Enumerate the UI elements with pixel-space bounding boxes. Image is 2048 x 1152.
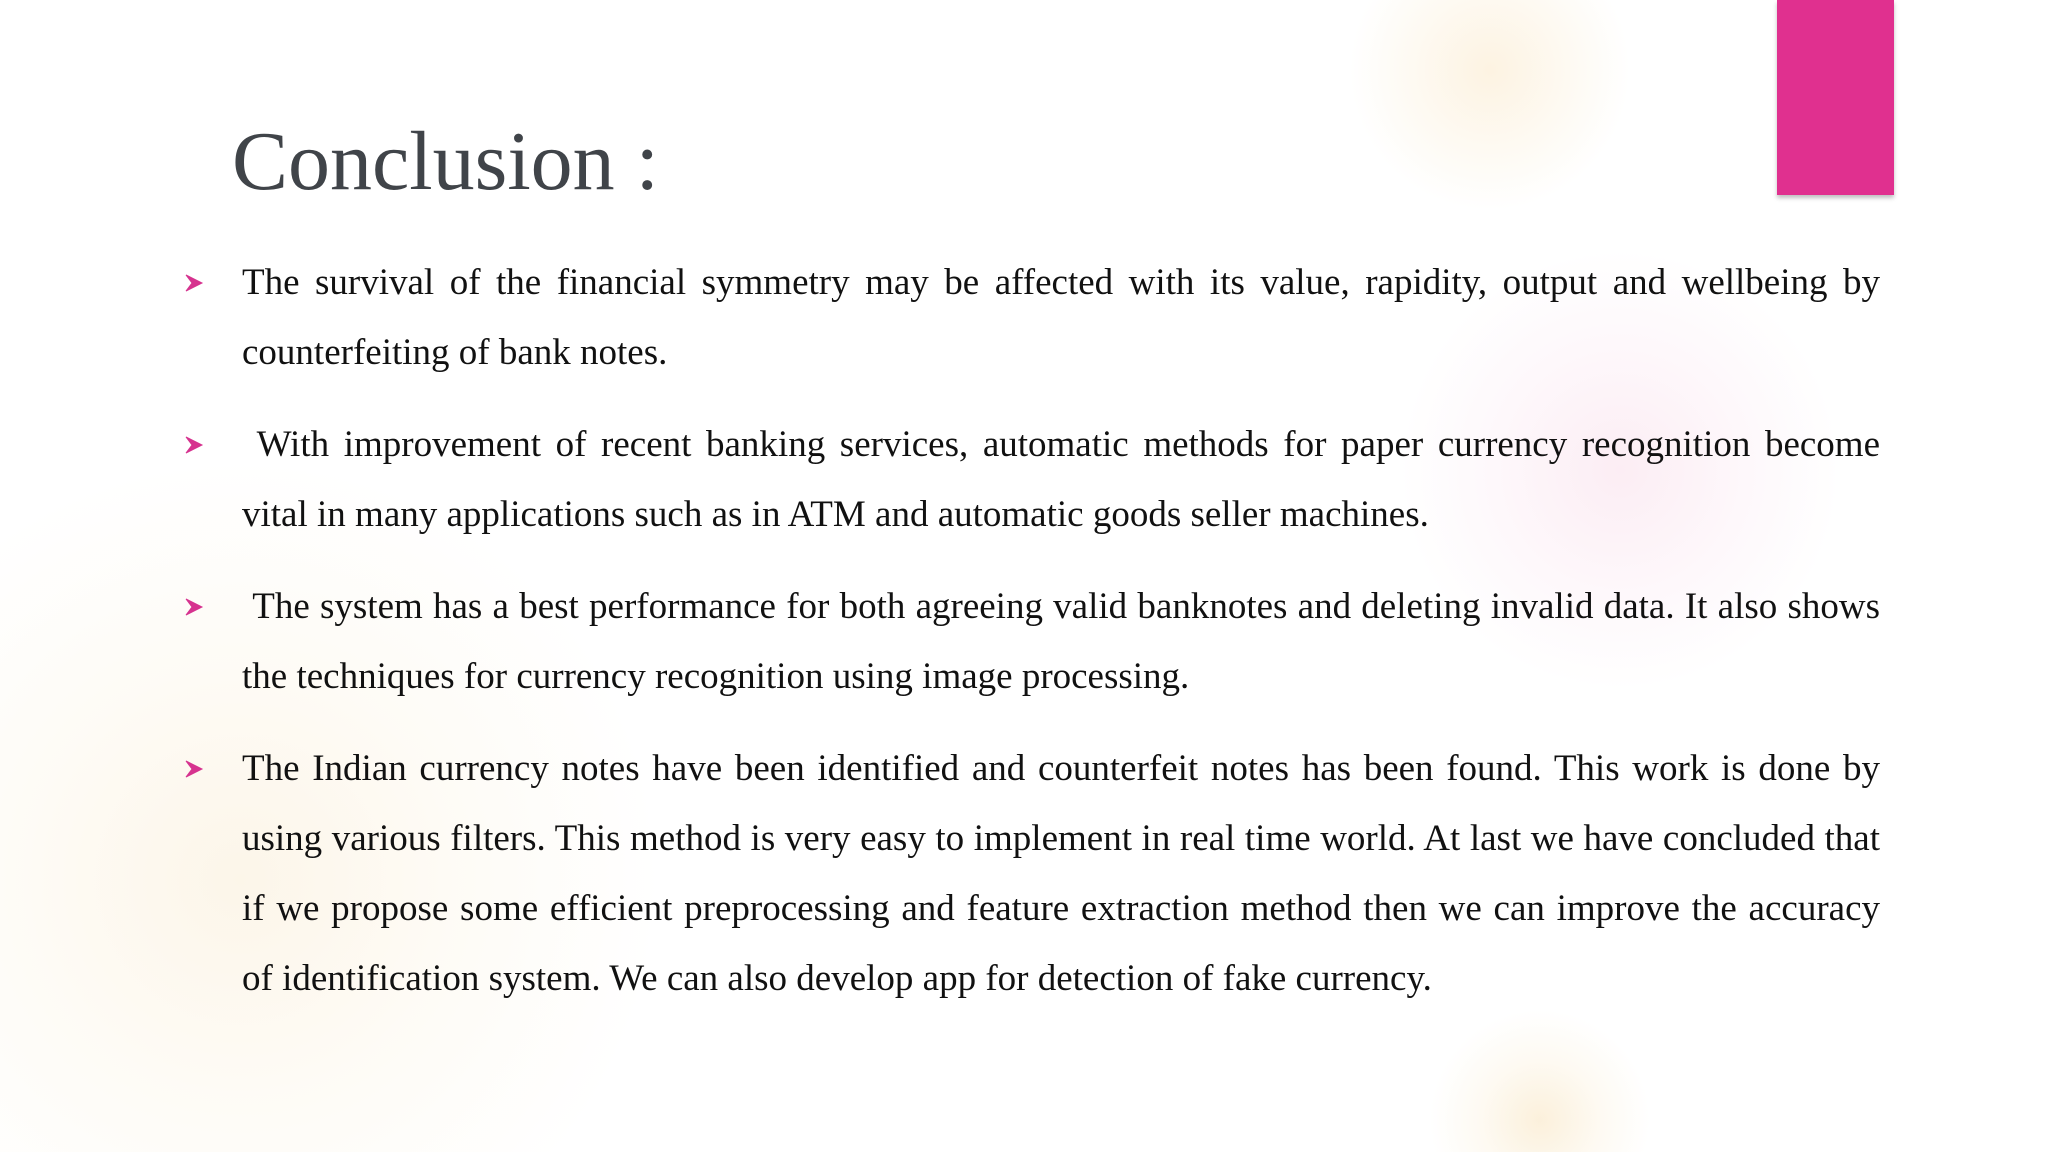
bullet-text: The Indian currency notes have been identified and counterfeit notes has been found. This work is done by using various filters. This method is very easy to implement in real time world. At last we have concluded that if we propose some efficient preprocessing and feature extraction method then we can improve the accuracy of identification system. We can also develop app for detection of fake currency.	[242, 748, 1880, 999]
chevron-arrow-icon	[184, 248, 208, 318]
chevron-arrow-icon	[184, 572, 208, 642]
chevron-arrow-icon	[184, 734, 208, 804]
bullet-text: The system has a best performance for both agreeing valid banknotes and deleting invalid data. It also shows the techniques for currency recognition using image processing.	[242, 586, 1890, 697]
bullet-text: The survival of the financial symmetry may be affected with its value, rapidity, output and wellbeing by counterfeiting of bank notes.	[242, 262, 1880, 373]
bullet-item	[180, 734, 1880, 1014]
accent-bar	[1777, 0, 1894, 195]
bullet-list	[180, 248, 1890, 1036]
bullet-item	[180, 410, 1890, 550]
chevron-arrow-icon	[184, 410, 208, 480]
slide-title: Conclusion :	[232, 115, 660, 208]
bullet-item	[180, 572, 1890, 712]
bullet-item	[180, 248, 1880, 388]
bullet-text: With improvement of recent banking services, automatic methods for paper currency recognition become vital in many applications such as in ATM and automatic goods seller machines.	[242, 424, 1890, 535]
